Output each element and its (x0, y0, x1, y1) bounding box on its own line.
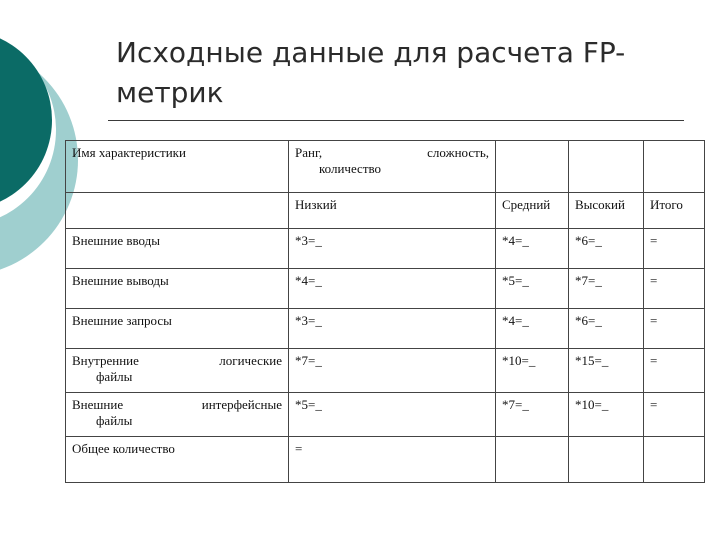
col-low-header: Низкий (289, 193, 496, 229)
row-mid: *5=_ (496, 269, 569, 309)
row-total: = (644, 309, 705, 349)
row-low: *7=_ (289, 349, 496, 393)
total-empty-cell (644, 437, 705, 483)
header-empty-cell (569, 141, 644, 193)
table-row (66, 393, 705, 437)
header-name: Имя характеристики (72, 145, 186, 160)
row-total: = (644, 269, 705, 309)
slide-title: Исходные данные для расчета FP-метрик (116, 36, 626, 109)
total-row-low: = (289, 437, 496, 483)
header-empty-cell (644, 141, 705, 193)
row-mid: *4=_ (496, 229, 569, 269)
row-name-cell (66, 349, 289, 393)
header-name-cell (66, 141, 289, 193)
total-empty-cell (569, 437, 644, 483)
table-row (66, 349, 705, 393)
row-total: = (644, 229, 705, 269)
row-low: *3=_ (289, 309, 496, 349)
table-subheader-row (66, 193, 705, 229)
table-row (66, 309, 705, 349)
row-high: *6=_ (569, 309, 644, 349)
row-low: *3=_ (289, 229, 496, 269)
row-name-line2: файлы (96, 369, 133, 384)
row-mid: *10=_ (496, 349, 569, 393)
row-high: *6=_ (569, 229, 644, 269)
row-mid: *4=_ (496, 309, 569, 349)
col-total-header: Итого (644, 193, 705, 229)
table-row (66, 269, 705, 309)
row-low: *5=_ (289, 393, 496, 437)
row-name-line1: Внешние интерфейсные (72, 397, 282, 412)
table-row (66, 229, 705, 269)
header-rank-line1: Ранг, сложность, (295, 145, 489, 160)
col-mid-header: Средний (496, 193, 569, 229)
row-high: *15=_ (569, 349, 644, 393)
row-mid: *7=_ (496, 393, 569, 437)
row-high: *7=_ (569, 269, 644, 309)
total-empty-cell (496, 437, 569, 483)
subheader-empty-cell (66, 193, 289, 229)
header-empty-cell (496, 141, 569, 193)
row-name-line1: Внутренние логические (72, 353, 282, 368)
row-high: *10=_ (569, 393, 644, 437)
row-total: = (644, 349, 705, 393)
row-low: *4=_ (289, 269, 496, 309)
row-name-cell (66, 393, 289, 437)
row-name: Внешние выводы (66, 269, 289, 309)
row-name: Внешние вводы (66, 229, 289, 269)
header-rank-cell (289, 141, 496, 193)
total-row-name: Общее количество (66, 437, 289, 483)
fp-metrics-table (65, 140, 705, 483)
col-high-header: Высокий (569, 193, 644, 229)
title-divider (108, 120, 684, 121)
table-header-row (66, 141, 705, 193)
header-rank-line2: количество (319, 161, 382, 176)
row-total: = (644, 393, 705, 437)
row-name: Внешние запросы (66, 309, 289, 349)
row-name-line2: файлы (96, 413, 133, 428)
table-total-row (66, 437, 705, 483)
